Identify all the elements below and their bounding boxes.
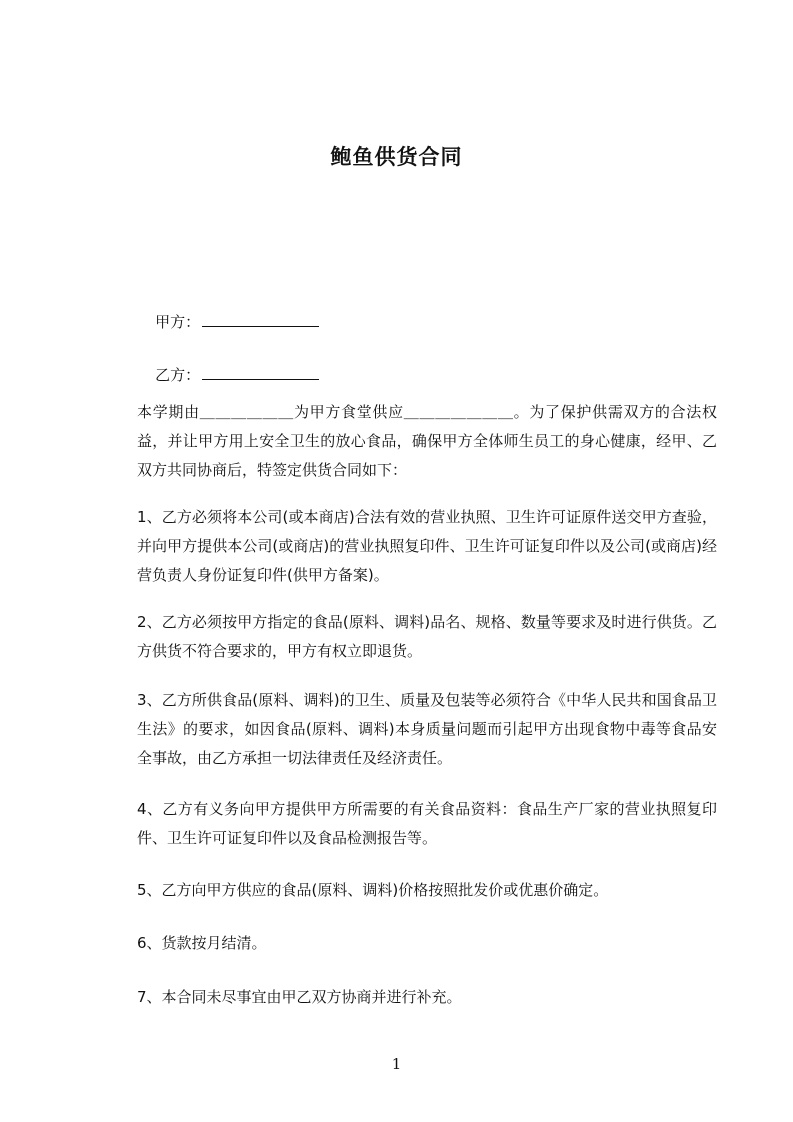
clause-text: 4、乙方有义务向甲方提供甲方所需要的有关食品资料：食品生产厂家的营业执照复印件、卫生许可证复印件以及食品检测报告等。 <box>137 800 717 847</box>
clause-text: 5、乙方向甲方供应的食品(原料、调料)价格按照批发价或优惠价确定。 <box>137 881 609 899</box>
party-b-blank <box>202 365 319 380</box>
clause-1 <box>95 503 717 590</box>
party-a-label: 甲方： <box>155 313 201 331</box>
clause-6 <box>95 929 717 958</box>
clause-5 <box>95 876 717 905</box>
clause-7 <box>95 983 717 1012</box>
clause-4 <box>95 795 717 853</box>
party-b-label: 乙方： <box>155 366 201 384</box>
clause-text: 2、乙方必须按甲方指定的食品(原料、调料)品名、规格、数量等要求及时进行供货。乙方供货不符合要求的，甲方有权立即退货。 <box>137 613 717 660</box>
party-a-line <box>136 292 319 352</box>
party-b-line <box>136 345 319 405</box>
page-number: 1 <box>391 1055 402 1073</box>
party-a-blank <box>202 312 319 327</box>
intro-paragraph <box>95 398 717 485</box>
intro-text: 本学期由＿＿＿＿＿＿为甲方食堂供应＿＿＿＿＿＿＿。为了保护供需双方的合法权益，并让甲方用上安全卫生的放心食品，确保甲方全体师生员工的身心健康，经甲、乙双方共同协商后，特签定供货合同如下： <box>137 403 717 479</box>
clause-text: 1、乙方必须将本公司(或本商店)合法有效的营业执照、卫生许可证原件送交甲方查验，并向甲方提供本公司(或商店)的营业执照复印件、卫生许可证复印件以及公司(或商店)经营负责人身份证复印件(供甲方备案)。 <box>137 508 717 584</box>
clause-text: 3、乙方所供食品(原料、调料)的卫生、质量及包装等必须符合《中华人民共和国食品卫生法》的要求，如因食品(原料、调料)本身质量问题而引起甲方出现食物中毒等食品安全事故，由乙方承担一切法律责任及经济责任。 <box>137 691 717 767</box>
clause-text: 6、货款按月结清。 <box>137 934 267 952</box>
clause-2 <box>95 608 717 666</box>
clause-3 <box>95 686 717 773</box>
clause-text: 7、本合同未尽事宜由甲乙双方协商并进行补充。 <box>137 988 462 1006</box>
document-title: 鲍鱼供货合同 <box>330 145 463 169</box>
